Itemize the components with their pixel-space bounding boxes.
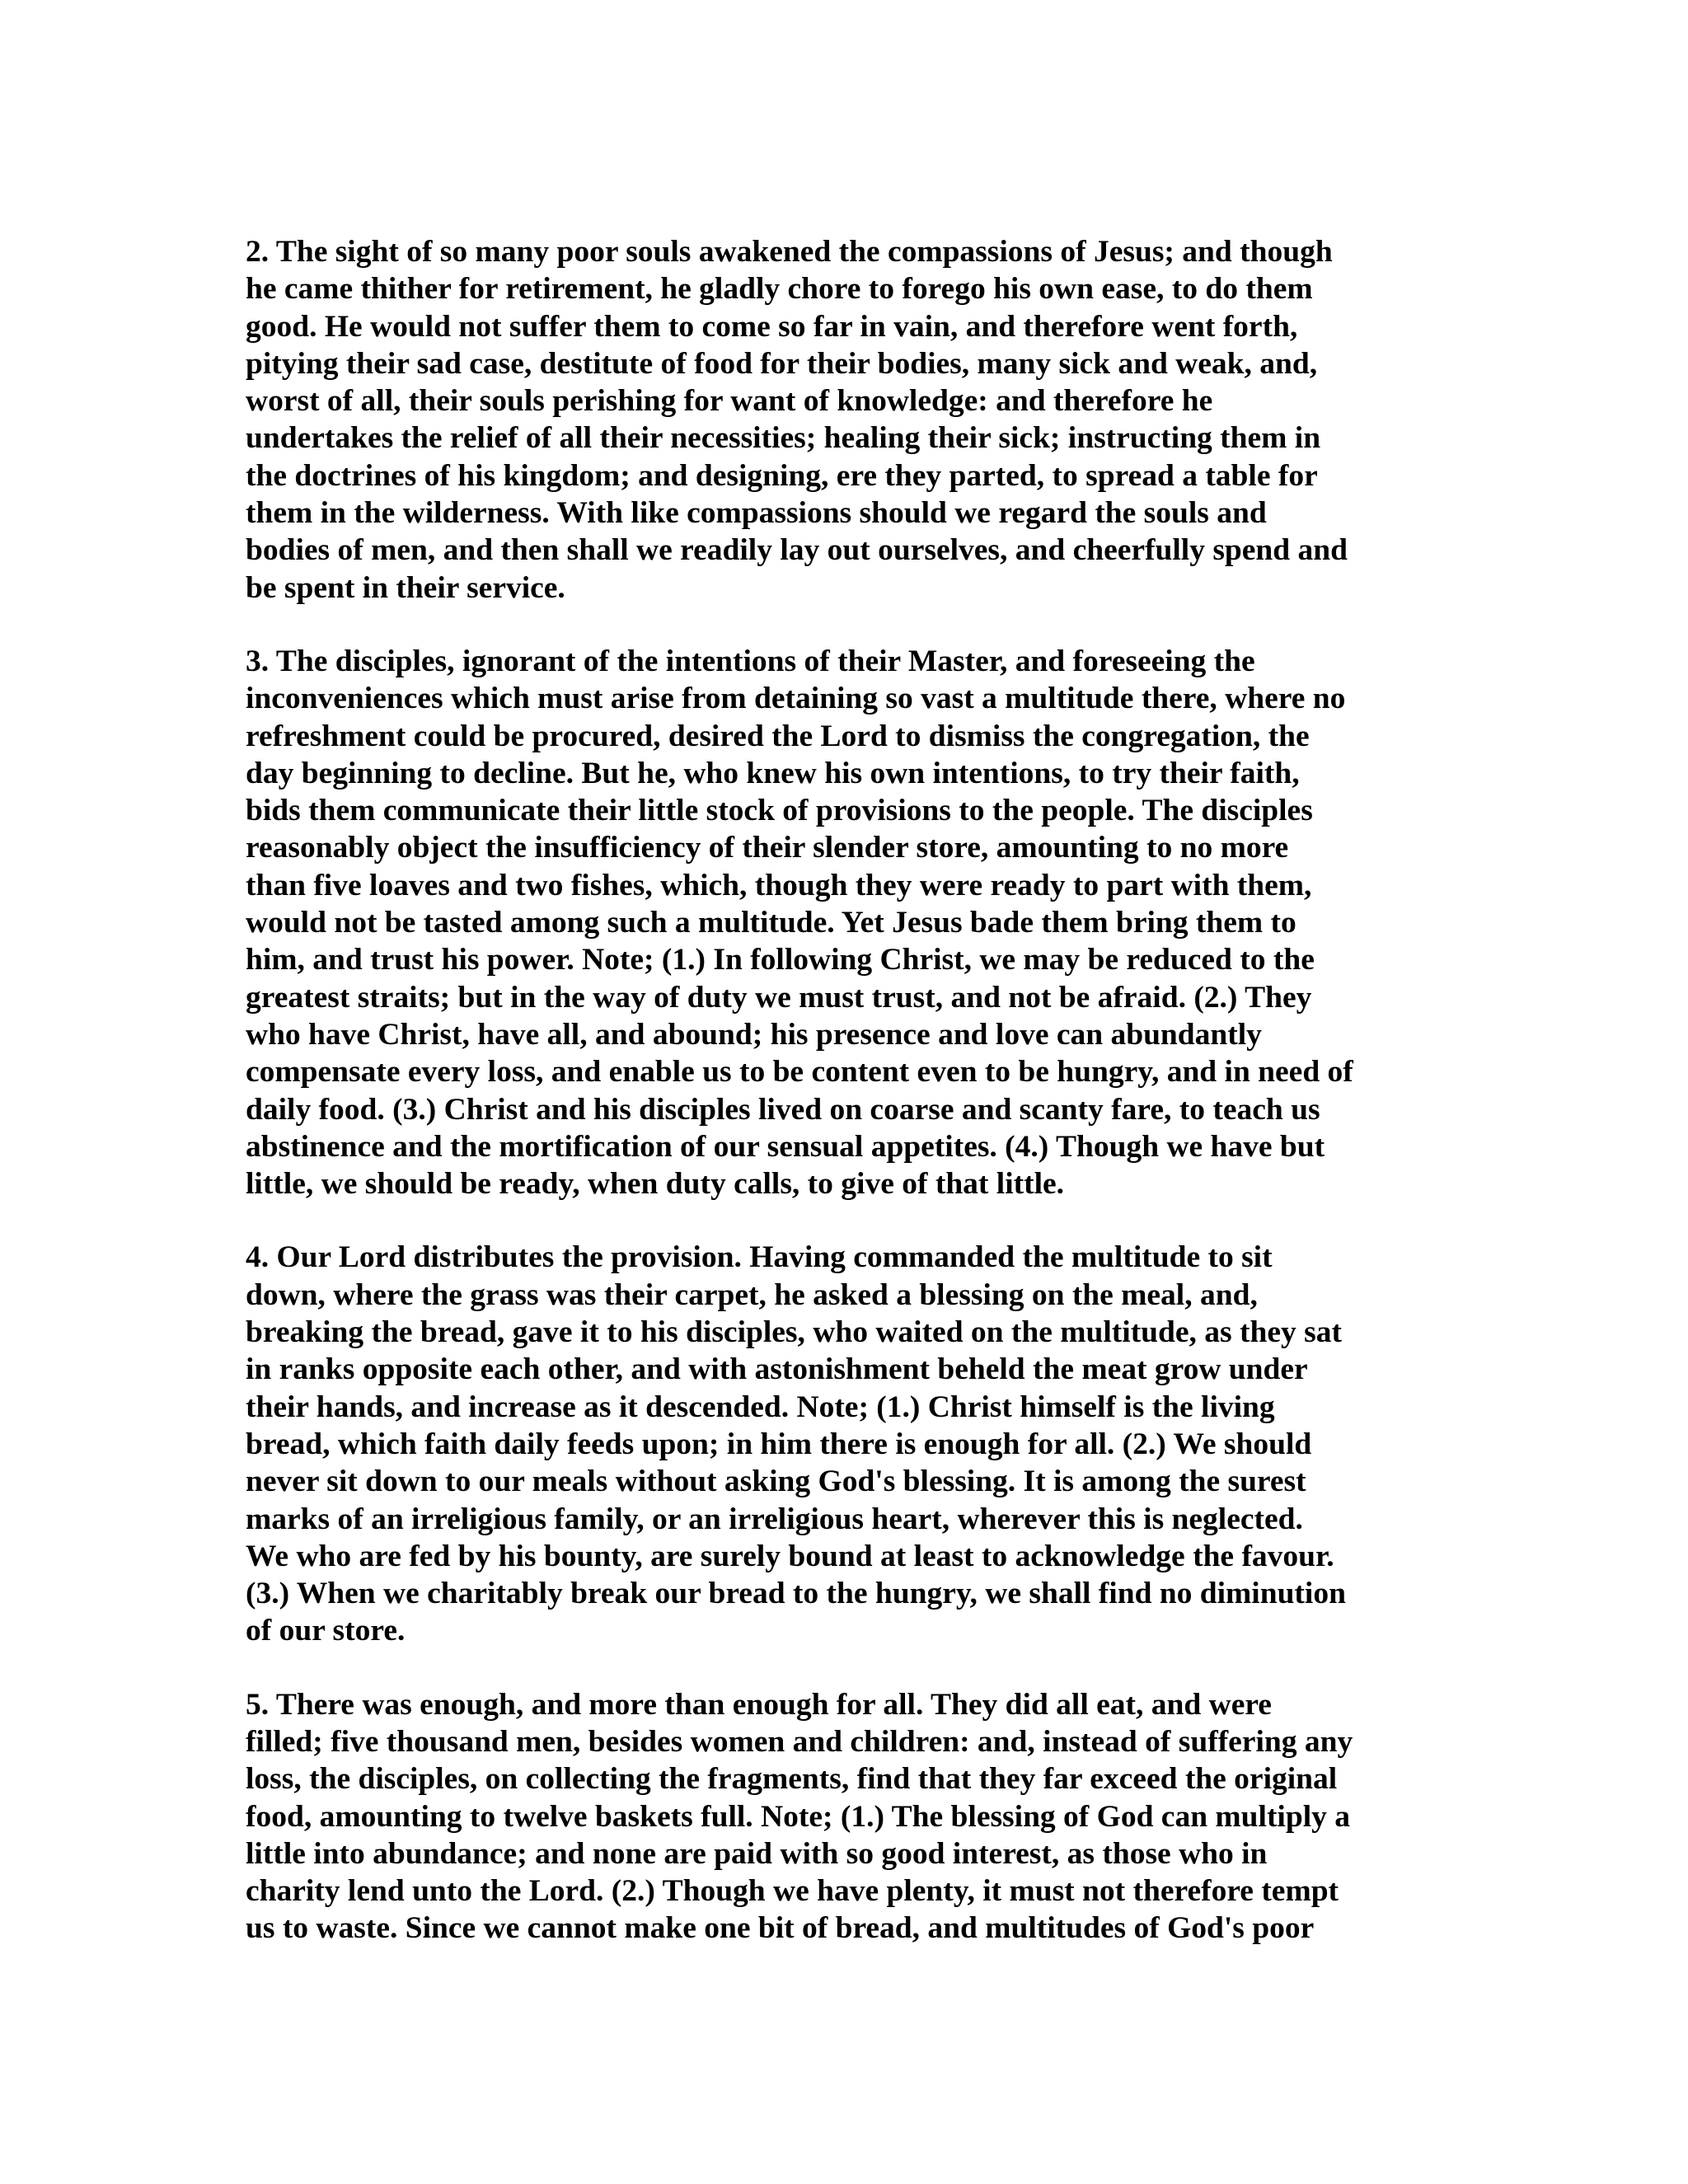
paragraph-5: 5. There was enough, and more than enough for all. They did all eat, and were filled; five thousand men, besides women and children: and, instead of suffering any loss, the disciples, on collecting the fragments, find that they far exceed the original food, amounting to twelve baskets full. Note; (1.) The blessing of God can multiply a little into abundance; and none are paid with so good interest, as those who in charity lend unto the Lord. (2.) Though we have plenty, it must not therefore tempt us to waste. Since we cannot make one bit of bread, and multitudes of God's poor <box>246 1687 1353 1946</box>
paragraph-4: 4. Our Lord distributes the provision. Having commanded the multitude to sit down, where the grass was their carpet, he asked a blessing on the meal, and, breaking the bread, gave it to his disciples, who waited on the multitude, as they sat in ranks opposite each other, and with astonishment beheld the meat grow under their hands, and increase as it descended. Note; (1.) Christ himself is the living bread, which faith daily feeds upon; in him there is enough for all. (2.) We should never sit down to our meals without asking God's blessing. It is among the surest marks of an irreligious family, or an irreligious heart, wherever this is neglected. We who are fed by his bounty, are surely bound at least to acknowledge the favour. (3.) When we charitably break our bread to the hungry, we shall find no diminution of our store. <box>246 1240 1346 1648</box>
document-body <box>246 233 1441 1984</box>
paragraph-3: 3. The disciples, ignorant of the intentions of their Master, and foreseeing the inconveniences which must arise from detaining so vast a multitude there, where no refreshment could be procured, desired the Lord to dismiss the congregation, the day beginning to decline. But he, who knew his own intentions, to try their faith, bids them communicate their little stock of provisions to the people. The disciples reasonably object the insufficiency of their slender store, amounting to no more than five loaves and two fishes, which, though they were ready to part with them, would not be tasted among such a multitude. Yet Jesus bade them bring them to him, and trust his power. Note; (1.) In following Christ, we may be reduced to the greatest straits; but in the way of duty we must trust, and not be afraid. (2.) They who have Christ, have all, and abound; his presence and love can abundantly compensate every loss, and enable us to be content even to be hungry, and in need of daily food. (3.) Christ and his disciples lived on coarse and scanty fare, to teach us abstinence and the mortification of our sensual appetites. (4.) Though we have but little, we should be ready, when duty calls, to give of that little. <box>246 644 1353 1202</box>
paragraph-2: 2. The sight of so many poor souls awakened the compassions of Jesus; and though he came thither for retirement, he gladly chore to forego his own ease, to do them good. He would not suffer them to come so far in vain, and therefore went forth, pitying their sad case, destitute of food for their bodies, many sick and weak, and, worst of all, their souls perishing for want of knowledge: and therefore he undertakes the relief of all their necessities; healing their sick; instructing them in the doctrines of his kingdom; and designing, ere they parted, to spread a table for them in the wilderness. With like compassions should we regard the souls and bodies of men, and then shall we readily lay out ourselves, and cheerfully spend and be spent in their service. <box>246 235 1348 605</box>
